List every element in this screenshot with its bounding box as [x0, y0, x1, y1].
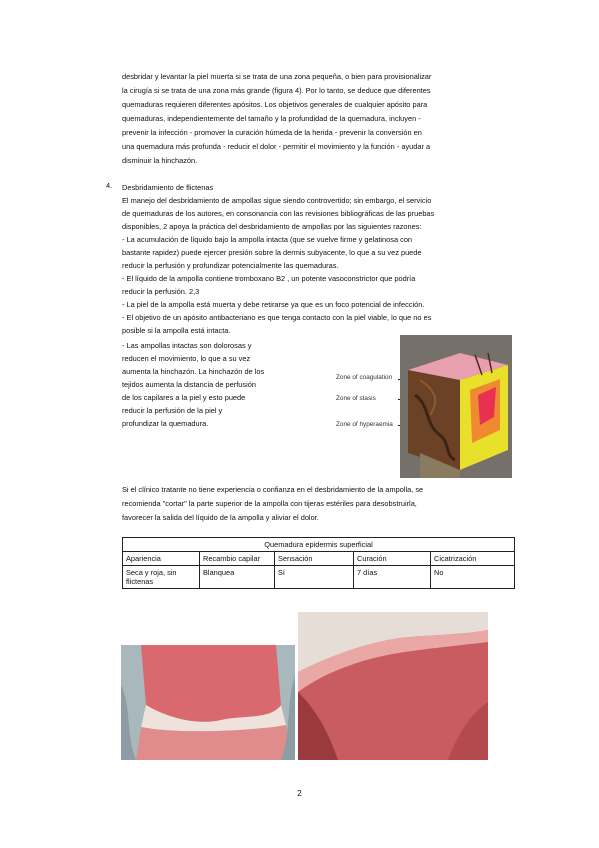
text-line: reducir la perfusión y profundizar potencialmente las quemaduras.	[122, 261, 339, 270]
table-cell: Seca y roja, sin flictenas	[123, 566, 200, 589]
text-line: quemaduras, independientemente del tamaño y la profundidad de la quemadura, incluyen -	[122, 114, 421, 123]
text-line: desbridar y levantar la piel muerta si se trata de una zona pequeña, o bien para provisionalizar	[122, 72, 432, 81]
text-line: - El líquido de la ampolla contiene tromboxano B2 , un potente vasoconstrictor que podría	[122, 274, 416, 283]
text-line: reducir la perfusión de la piel y	[122, 406, 223, 415]
text-line: prevenir la infección - promover la curación húmeda de la herida - prevenir la conversión en	[122, 128, 422, 137]
text-line: disponibles, 2 apoya la práctica del desbridamiento de ampollas por las siguientes razones:	[122, 222, 422, 231]
text-line: quemaduras requieren diferentes apósitos. Los objetivos generales de cualquier apósito para	[122, 100, 428, 109]
text-line: Si el clínico tratante no tiene experiencia o confianza en el desbridamiento de la ampolla, se	[122, 485, 424, 494]
text-line: reducen el movimiento, lo que a su vez	[122, 354, 251, 363]
table-cell: No	[431, 566, 515, 589]
zone-stasis-label: Zone of stasis	[336, 395, 376, 402]
page-number: 2	[297, 789, 302, 798]
section-title: Desbridamiento de flictenas	[122, 183, 214, 192]
column-header: Cicatrización	[431, 552, 515, 566]
text-line: favorecer la salida del líquido de la ampolla y aliviar el dolor.	[122, 513, 319, 522]
column-header: Sensación	[275, 552, 354, 566]
text-line: de los capilares a la piel y esto puede	[122, 393, 246, 402]
text-line: El manejo del desbridamiento de ampollas sigue siendo controvertido; sin embargo, el servicio	[122, 196, 432, 205]
text-line: de quemaduras de los autores, en consonancia con las revisiones bibliográficas de las pruebas	[122, 209, 435, 218]
text-line: aumenta la hinchazón. La hinchazón de los	[122, 367, 265, 376]
text-line: profundizar la quemadura.	[122, 419, 209, 428]
text-line: reducir la perfusión. 2,3	[122, 287, 200, 296]
text-line: - Las ampollas intactas son dolorosas y	[122, 341, 252, 350]
section-number: 4.	[106, 181, 113, 190]
burn-zones-figure	[400, 335, 512, 478]
zone-coagulation-label: Zone of coagulation	[336, 374, 393, 381]
burn-classification-table	[122, 537, 515, 589]
text-line: tejidos aumenta la distancia de perfusión	[122, 380, 256, 389]
column-header: Curación	[354, 552, 431, 566]
table-header-row	[123, 552, 515, 566]
text-line: disminuir la hinchazón.	[122, 156, 198, 165]
table-cell: Blanquea	[200, 566, 275, 589]
text-line: posible si la ampolla está intacta.	[122, 326, 231, 335]
sunburn-back-photo	[121, 645, 295, 760]
sunburn-shoulder-photo	[298, 612, 488, 760]
table-cell: Sí	[275, 566, 354, 589]
zone-hyperaemia-label: Zone of hyperaemia	[336, 421, 393, 428]
skin-block-illustration	[400, 335, 512, 478]
text-line: la cirugía si se trata de una zona más grande (figura 4). Por lo tanto, se deduce que diferentes	[122, 86, 431, 95]
table-title: Quemadura epidermis superficial	[123, 538, 515, 552]
table-title-row	[123, 538, 515, 552]
table-row	[123, 566, 515, 589]
text-line: - La acumulación de líquido bajo la ampolla intacta (que se vuelve firme y gelatinosa con	[122, 235, 413, 244]
text-line: una quemadura más profunda - reducir el dolor - permitir el movimiento y la función - ayudar a	[122, 142, 431, 151]
column-header: Apariencia	[123, 552, 200, 566]
text-line: recomienda "cortar" la parte superior de la ampolla con tijeras estériles para desobstruirla,	[122, 499, 417, 508]
text-line: - El objetivo de un apósito antibacteriano es que tenga contacto con la piel viable, lo que no es	[122, 313, 432, 322]
table-cell: 7 días	[354, 566, 431, 589]
column-header: Recambio capilar	[200, 552, 275, 566]
text-line: bastante rapidez) puede ejercer presión sobre la dermis subyacente, lo que a su vez puede	[122, 248, 422, 257]
text-line: - La piel de la ampolla está muerta y debe retirarse ya que es un foco potencial de infección.	[122, 300, 425, 309]
